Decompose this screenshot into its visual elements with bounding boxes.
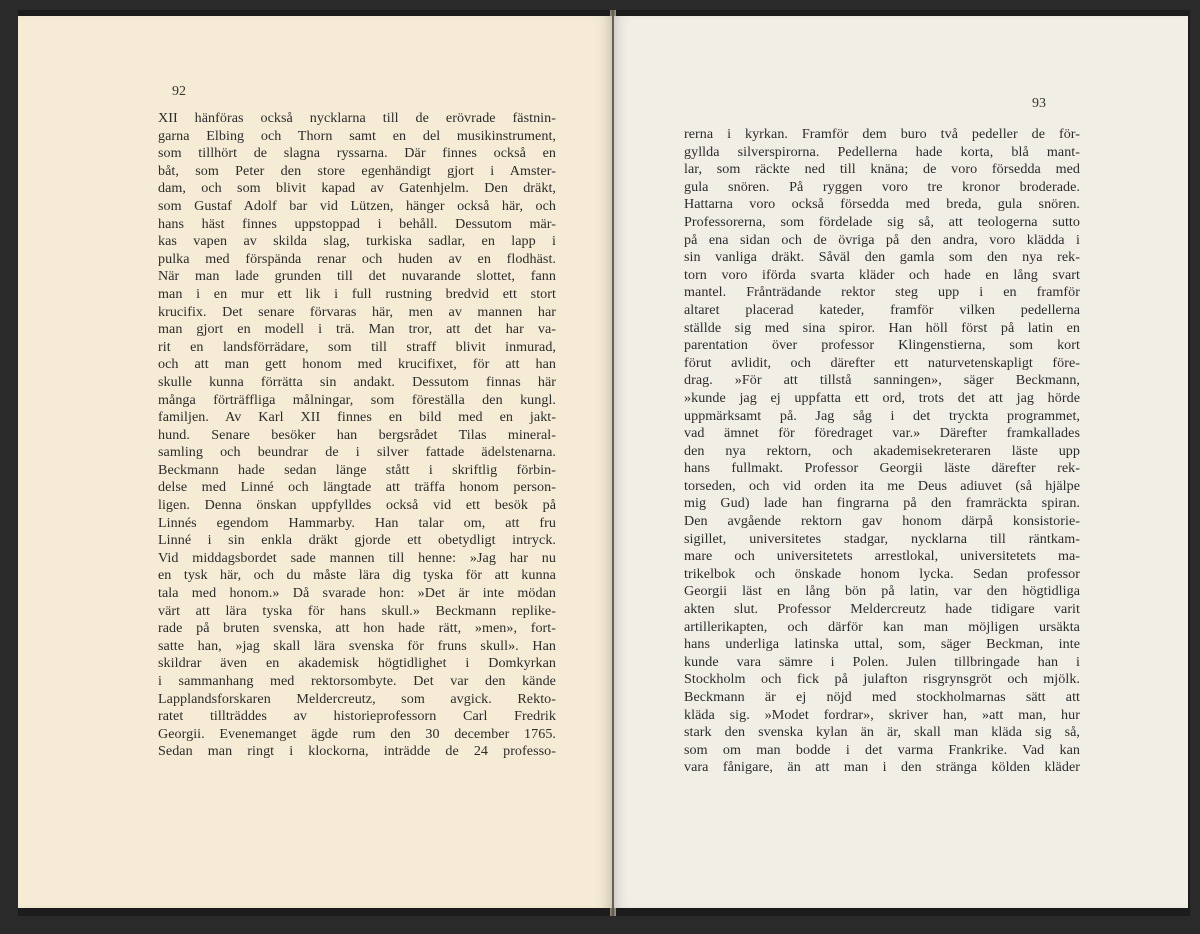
- right-page-number: 93: [1032, 96, 1046, 111]
- text-line: »kunde jag ej uppfatta ett ord, trots det att jag hörde: [684, 389, 1080, 406]
- text-line: vara fånigare, än att man i den stränga kölden kläder: [684, 759, 1080, 776]
- text-line: den nya rektorn, och akademisekreteraren läste upp: [684, 442, 1080, 459]
- text-line: XII hänföras också nycklarna till de erövrade fästnin-: [158, 110, 556, 126]
- text-line: hans häst finnes uppstoppad i behåll. Dessutom mär-: [158, 215, 556, 232]
- text-line: rade på bruten svenska, att hon hade rätt, »men», fort-: [158, 620, 556, 637]
- text-line: på ena sidan och de övriga på den andra, voro klädda i: [684, 231, 1080, 248]
- text-line: torseden, och vid orden ita me Deus adiuvet (så hjälpe: [684, 477, 1080, 494]
- text-line: många förträffliga målningar, som föreställa den kungl.: [158, 391, 556, 408]
- text-line: kas vapen av skilda slag, turkiska sadlar, en lapp i: [158, 233, 556, 250]
- left-page-number: 92: [172, 84, 186, 99]
- text-line: mig Gud) lade han fingrarna på den framräckta spiran.: [684, 495, 1080, 512]
- text-line: vad ämnet för föredraget var.» Därefter framkallades: [684, 425, 1080, 442]
- text-line: Hattarna voro också försedda med breda, gula snören.: [684, 196, 1080, 213]
- text-line: Georgii. Evenemanget ägde rum den 30 december 1765.: [158, 725, 556, 742]
- text-line: Beckmann är ej nöjd med stockholmarnas sätt att: [684, 689, 1080, 705]
- text-line: Linné i sin enkla dräkt gjorde ett obetydligt intryck.: [158, 532, 556, 549]
- text-line: stark den svenska kylan än är, skall man kläda sig så,: [684, 724, 1080, 741]
- text-line: ligen. Denna önskan uppfylldes också vid ett besök på: [158, 497, 556, 514]
- text-line: dam, och som blivit kapad av Gatenhjelm. Den dräkt,: [158, 180, 556, 197]
- text-line: gula snören. På ryggen voro tre kronor broderade.: [684, 178, 1080, 195]
- text-line: uppmärksamt på. Jag såg i det tryckta programmet,: [684, 407, 1080, 424]
- right-page-text: [684, 126, 1080, 777]
- left-page: [18, 16, 612, 908]
- text-line: Vid middagsbordet sade mannen till henne: »Jag har nu: [158, 549, 556, 566]
- text-line: ratet tillträddes av historieprofessorn Carl Fredrik: [158, 708, 556, 725]
- text-line: kunde vara sämre i Polen. Julen tillbringade han i: [684, 653, 1080, 670]
- text-line: gyllda silverspirorna. Pedellerna hade korta, blå mant-: [684, 143, 1080, 160]
- text-line: samling och beundrar de i silver fattade ädelstenarna.: [158, 444, 556, 461]
- text-line: tala med honom.» Då svarade hon: »Det är inte mödan: [158, 585, 556, 602]
- text-line: trikelbok och önskade honom lycka. Sedan professor: [684, 565, 1080, 582]
- text-line: Professorerna, som fördelade sig så, att teologerna sutto: [684, 213, 1080, 230]
- text-line: rit en landsförrädare, som till straff blivit inmurad,: [158, 338, 556, 355]
- text-line: När man lade grunden till det nuvarande slottet, fann: [158, 268, 556, 285]
- text-line: hund. Senare besöker han bergsrådet Tilas mineral-: [158, 426, 556, 443]
- text-line: som om man bodde i det varma Frankrike. Vad kan: [684, 741, 1080, 758]
- text-line: en tysk här, och du måste lära dig tyska för att kunna: [158, 567, 556, 584]
- text-line: hans underliga latinska uttal, som, säger Beckman, inte: [684, 636, 1080, 653]
- text-line: mare och universitetets arrestlokal, universitetets ma-: [684, 548, 1080, 565]
- text-line: i sammanhang med rektorsombyte. Det var den kände: [158, 673, 556, 689]
- text-line: Georgii läst en lång bön på latin, var den högtidliga: [684, 583, 1080, 600]
- text-line: kläda sig. »Modet fordrar», skriver han, »att man, hur: [684, 706, 1080, 723]
- text-line: parentation över professor Klingenstierna, som kort: [684, 337, 1080, 354]
- text-line: Den avgående rektorn gav honom därpå konsistorie-: [684, 513, 1080, 530]
- text-line: Sedan man ringt i klockorna, inträdde de 24 professo-: [158, 743, 556, 760]
- text-line: man i en mur ett lik i full rustning bredvid ett stort: [158, 285, 556, 302]
- book-spread: [18, 10, 1190, 916]
- text-line: torn voro iförda svarta kläder och hade en lång svart: [684, 266, 1080, 283]
- text-line: Lapplandsforskaren Meldercreutz, som avgick. Rekto-: [158, 690, 556, 707]
- left-page-text: [158, 110, 556, 761]
- text-line: sigillet, universitetes stadgar, nycklarna till räntkam-: [684, 530, 1080, 547]
- text-line: mantel. Frånträdande rektor steg upp i en framför: [684, 284, 1080, 301]
- text-line: och att man gett honom med krucifixet, för att han: [158, 356, 556, 373]
- text-line: Beckmann hade sedan länge stått i skriftlig förbin-: [158, 461, 556, 478]
- text-line: rerna i kyrkan. Framför dem buro två pedeller de för-: [684, 126, 1080, 142]
- text-line: ställde sig med sina spiror. Han höll först på latin en: [684, 319, 1080, 336]
- text-line: delse med Linné och längtade att träffa honom person-: [158, 479, 556, 496]
- right-page: [614, 16, 1188, 908]
- text-line: satte han, »jag skall lära svenska för fruns skull». Han: [158, 637, 556, 654]
- text-line: akten slut. Professor Meldercreutz hade tidigare varit: [684, 601, 1080, 618]
- text-line: krucifix. Det senare förvaras här, men av mannen har: [158, 303, 556, 320]
- text-line: sin vanliga dräkt. Såväl den gamla som den nya rek-: [684, 249, 1080, 266]
- text-line: Linnés egendom Hammarby. Han talar om, att fru: [158, 514, 556, 531]
- text-line: hans fullmakt. Professor Georgii läste därefter rek-: [684, 460, 1080, 477]
- text-line: skildrar även en akademisk högtidlighet i Domkyrkan: [158, 655, 556, 672]
- text-line: drag. »För att tillstå sanningen», säger Beckmann,: [684, 372, 1080, 389]
- text-line: pulka med förspända renar och huden av en flodhäst.: [158, 250, 556, 267]
- text-line: man gjort en modell i trä. Man tror, att det har va-: [158, 321, 556, 338]
- text-line: artillerikapten, och därför kan man möjligen ursäkta: [684, 618, 1080, 635]
- text-line: altaret placerad kateder, framför vilken pedellerna: [684, 301, 1080, 318]
- text-line: som tillhört de slagna ryssarna. Där finnes också en: [158, 145, 556, 162]
- text-line: skulle kunna förrätta sin andakt. Dessutom finnas här: [158, 373, 556, 390]
- text-line: som Gustaf Adolf bar vid Lützen, hänger också här, och: [158, 197, 556, 214]
- text-line: garna Elbing och Thorn samt en del musikinstrument,: [158, 127, 556, 144]
- text-line: värt att lära tyska för hans skull.» Beckmann replike-: [158, 602, 556, 619]
- text-line: förut avlidit, och därefter ett naturvetenskapligt före-: [684, 354, 1080, 371]
- text-line: familjen. Av Karl XII finnes en bild med en jakt-: [158, 409, 556, 426]
- text-line: båt, som Peter den store egenhändigt gjort i Amster-: [158, 162, 556, 179]
- text-line: Stockholm och fick på julafton risgrynsgröt och mjölk.: [684, 671, 1080, 688]
- text-line: lar, som räckte ned till knäna; de voro försedda med: [684, 161, 1080, 178]
